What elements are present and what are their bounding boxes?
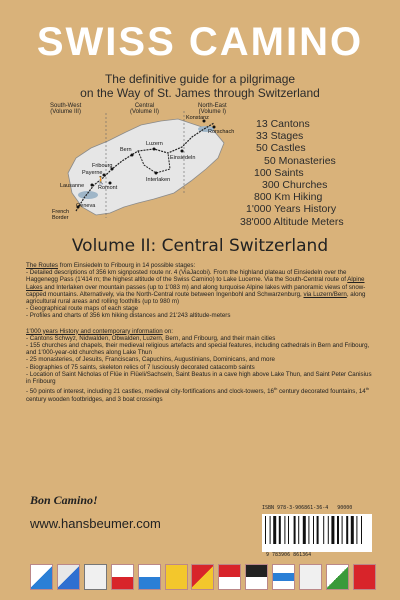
routes-heading: The Routes bbox=[26, 262, 58, 269]
history-intro-text: on: bbox=[162, 327, 174, 335]
stat-castles: 50 Castles bbox=[256, 142, 306, 155]
region-southwest-volume: (Volume III) bbox=[50, 109, 81, 115]
town-fribourg: Fribourg bbox=[92, 163, 113, 169]
barcode-bars bbox=[262, 514, 372, 546]
flag-icon-luzern bbox=[138, 564, 161, 590]
town-romont: Romont bbox=[98, 185, 118, 191]
history-intro bbox=[26, 328, 378, 335]
town-bern: Bern bbox=[120, 147, 132, 153]
region-central-name: Central bbox=[134, 103, 155, 109]
flag-icon-uri bbox=[165, 564, 188, 590]
barcode-bar bbox=[346, 516, 348, 544]
routes-bullet-1-a: - Detailed descriptions of 356 km signposted route nr. 4 (ViaJacobi). From the highland plateau of Einsiedeln over the Haggenegg Pass (1'414 m; the highest altitude of the Swiss Camino) to Lake Lucerne. Via the South-Central route of bbox=[26, 269, 348, 284]
town-payerne: Payerne bbox=[82, 170, 103, 176]
history-bullet-6-sup-1: th bbox=[273, 386, 278, 392]
region-central-volume: (Volume II) bbox=[130, 109, 160, 115]
history-bullet-3: - 25 monasteries, of Jesuits, Franciscans, Capuchins, Augustinians, Dominicans, and more bbox=[26, 356, 275, 364]
town-rorschach: Rorschach bbox=[208, 129, 235, 135]
stat-stages: 33 Stages bbox=[256, 130, 304, 143]
book-title: SWISS CAMINO bbox=[36, 20, 364, 64]
routes-bullet-1-luzern-bern: via Luzern/Bern bbox=[303, 290, 347, 298]
barcode-bar bbox=[331, 516, 334, 544]
subtitle-line-2: on the Way of St. James through Switzerland bbox=[80, 86, 320, 100]
barcode-bar bbox=[273, 516, 276, 544]
volume-title: Volume II: Central Switzerland bbox=[71, 236, 329, 256]
stat-hiking: 800 Km Hiking bbox=[254, 191, 323, 204]
stat-history: 1'000 Years History bbox=[246, 203, 337, 216]
barcode-bar bbox=[294, 516, 296, 544]
stat-altitude: 38'000 Altitude Meters bbox=[240, 215, 344, 228]
flag-icon-appenzell bbox=[299, 564, 322, 590]
website-link[interactable]: www.hansbeumer.com bbox=[30, 516, 161, 531]
history-bullet-6-a: - 50 points of interest, including 21 castles, medieval city-fortifications and clock-towers, 16 bbox=[26, 388, 274, 396]
stat-monasteries: 50 Monasteries bbox=[264, 154, 336, 167]
subtitle-line-1: The definitive guide for a pilgrimage bbox=[104, 72, 296, 86]
flag-icon-glarus bbox=[353, 564, 376, 590]
isbn-text bbox=[262, 505, 352, 511]
history-bullet-4: - Biographies of 75 saints, skeleton relics of 7 lusciously decorated catacomb saints bbox=[26, 363, 255, 371]
routes-bullet-2: - Geographical route maps of each stage bbox=[26, 305, 139, 313]
town-interlaken: Interlaken bbox=[146, 177, 171, 183]
town-geneva: Geneva bbox=[76, 203, 96, 209]
stats-list bbox=[240, 118, 390, 228]
barcode-bar bbox=[270, 516, 271, 544]
routes-bullet-1-b: and Interlaken over mountain passes (up to 1'083 m) and along turquoise Alpine lakes with panoramic views of snow-capped mountains. Alternatively, via the North-Central route between Ingenbohl and Schwarzenburg, bbox=[26, 283, 366, 298]
barcode-bar bbox=[279, 516, 281, 544]
town-einsiedeln: Einsiedeln bbox=[170, 155, 196, 161]
routes-intro bbox=[26, 262, 378, 269]
routes-bullet-3: - Profiles and charts of 356 km hiking distances and 21'243 altitude-meters bbox=[26, 312, 231, 320]
flag-icon-nidwalden bbox=[84, 564, 107, 590]
routes-bullet-1-c: , along agricultural rural areas and rolling foothills (up to 980 m) bbox=[26, 290, 366, 306]
routes-bullet-1-alpine-lakes: Alpine Lakes bbox=[26, 276, 365, 291]
town-luzern: Luzern bbox=[146, 141, 163, 147]
switzerland-route-map bbox=[46, 103, 246, 223]
book-subtitle bbox=[0, 72, 400, 100]
flag-icon-fribourg bbox=[245, 564, 268, 590]
town-lausanne: Lausanne bbox=[60, 183, 85, 189]
stat-saints: 100 Saints bbox=[254, 166, 304, 179]
barcode-number: 9 783906 861364 bbox=[266, 552, 312, 558]
flag-icon-bern bbox=[191, 564, 214, 590]
history-bullet-6-b: century decorated fountains, 14 bbox=[277, 388, 366, 396]
region-northeast-name: North-East bbox=[198, 103, 227, 109]
flag-icon-schwyz bbox=[57, 564, 80, 590]
flag-icon-solothurn bbox=[218, 564, 241, 590]
barcode-bar bbox=[361, 516, 362, 544]
region-label-central bbox=[130, 103, 159, 115]
barcode-bar bbox=[323, 516, 324, 544]
town-konstanz: Konstanz bbox=[186, 115, 209, 121]
barcode-bar bbox=[337, 516, 339, 544]
region-label-northeast bbox=[198, 103, 227, 115]
barcode-bar bbox=[308, 516, 309, 544]
barcode bbox=[262, 514, 372, 552]
history-bullet-6-c: century wooden footbridges, and 3 boat crossings bbox=[26, 395, 163, 403]
flag-icon-thurgau bbox=[326, 564, 349, 590]
barcode-bar bbox=[298, 516, 299, 544]
history-bullet-1: - Cantons Schwyz, Nidwalden, Obwalden, Luzern, Bern, and Fribourg, and their main cities bbox=[26, 334, 276, 342]
history-bullet-5: - Location of Saint Nicholas of Flüe in Flüeli/Sachseln, Saint Beatus in a cave high above Lake Thun, and Saint Peter Canisius in Fribourg bbox=[26, 370, 372, 386]
flag-icon-zurich bbox=[30, 564, 53, 590]
flag-icon-zug bbox=[272, 564, 295, 590]
barcode-bar bbox=[356, 516, 357, 544]
barcode-bar bbox=[265, 516, 266, 544]
history-heading: 1'000 years History and contemporary information bbox=[26, 327, 163, 335]
barcode-bar bbox=[303, 516, 306, 544]
history-bullet-6-sup-2: th bbox=[365, 386, 370, 392]
region-label-southwest bbox=[50, 103, 81, 115]
barcode-bar bbox=[288, 516, 289, 544]
routes-bullet-1 bbox=[26, 269, 378, 305]
barcode-bar bbox=[284, 516, 285, 544]
isbn-number: ISBN 978-3-906861-36-4 bbox=[262, 505, 329, 511]
barcode-bar bbox=[317, 516, 319, 544]
region-northeast-volume: (Volume I) bbox=[198, 109, 227, 115]
closing-greeting: Bon Camino! bbox=[30, 493, 98, 507]
svg-text:🚶: 🚶 bbox=[96, 176, 106, 185]
history-bullet-2: - 155 churches and chapels, their medieval religious artefacts and special features, including cathedrals in Bern and Fribourg, and 1'000-year-old churches along Lake Thun bbox=[26, 342, 370, 357]
canton-flags-row bbox=[30, 564, 376, 592]
barcode-bar bbox=[328, 516, 329, 544]
history-bullet-6 bbox=[26, 385, 378, 402]
barcode-bar bbox=[313, 516, 314, 544]
town-french-border: French Border bbox=[52, 209, 70, 221]
barcode-price: 90000 bbox=[337, 505, 353, 511]
stat-cantons: 13 Cantons bbox=[256, 118, 310, 130]
routes-intro-text: from Einsiedeln to Fribourg in 14 possible stages: bbox=[58, 262, 196, 269]
region-southwest-name: South-West bbox=[50, 103, 82, 109]
description-text bbox=[26, 262, 378, 403]
barcode-bar bbox=[342, 516, 343, 544]
flag-icon-obwalden bbox=[111, 564, 134, 590]
barcode-bar bbox=[351, 516, 354, 544]
stat-churches: 300 Churches bbox=[262, 179, 328, 192]
